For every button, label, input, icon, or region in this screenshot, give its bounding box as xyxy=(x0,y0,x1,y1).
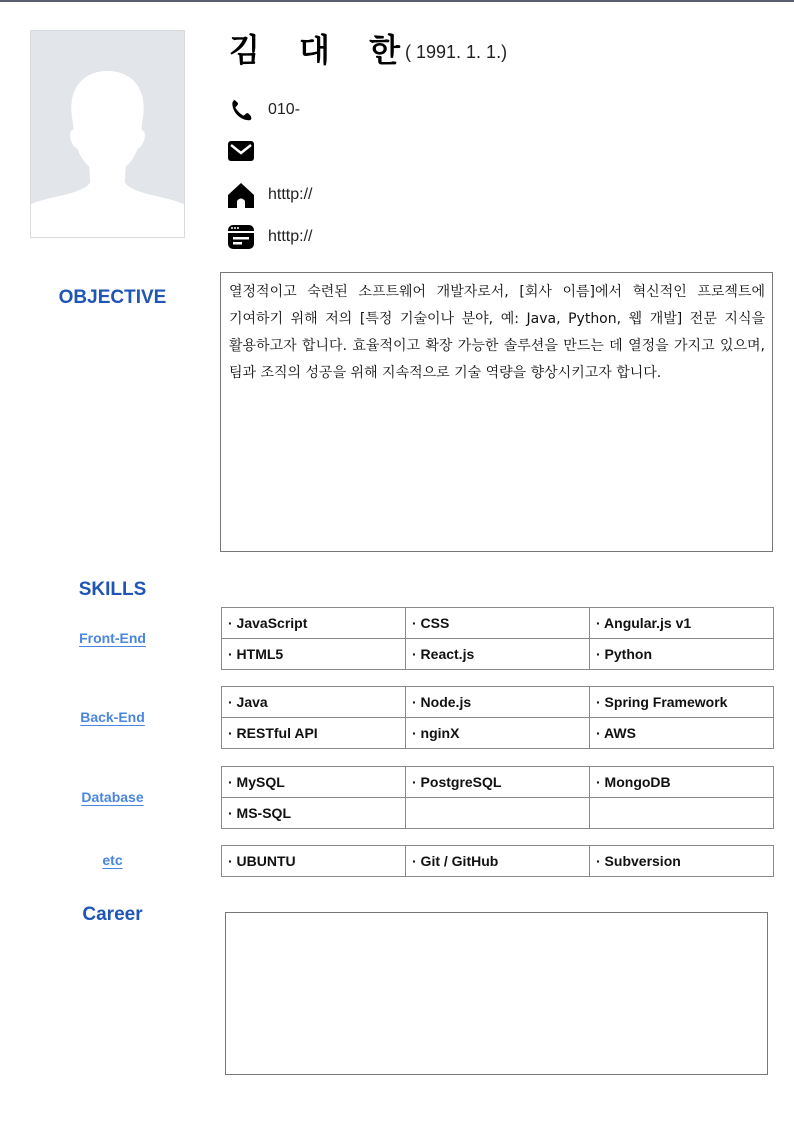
skill-table-back-end xyxy=(221,686,774,749)
person-silhouette-icon xyxy=(31,31,184,237)
phone-icon xyxy=(228,97,255,123)
table-row xyxy=(222,846,774,877)
skill-cell: · RESTful API xyxy=(222,718,406,749)
table-row xyxy=(222,608,774,639)
skill-cell: · nginX xyxy=(406,718,590,749)
contact-homepage xyxy=(228,182,312,208)
table-row xyxy=(222,718,774,749)
home-icon xyxy=(228,182,255,208)
objective-text[interactable]: 열정적이고 숙련된 소프트웨어 개발자로서, [회사 이름]에서 혁신적인 프로젝트에 기여하기 위해 저의 [특정 기술이나 분야, 예: Java, Python, 웹 개발] 전문 지식을 활용하고자 합니다. 효율적이고 확장 가능한 솔루션을 만드는 데 열정을 가지고 있으며, 팀과 조직의 성공을 위해 지속적으로 기술 역량을 향상시키고자 합니다. xyxy=(220,272,773,552)
contact-blog xyxy=(228,224,312,250)
skill-cell: · Angular.js v1 xyxy=(590,608,774,639)
skill-cell: · MongoDB xyxy=(590,767,774,798)
table-row xyxy=(222,767,774,798)
phone-value: 010- xyxy=(268,101,301,118)
skill-cell: · Java xyxy=(222,687,406,718)
blog-value[interactable]: htttp:// xyxy=(268,228,313,245)
skill-cell: · Git / GitHub xyxy=(406,846,590,877)
skill-cell: · HTML5 xyxy=(222,639,406,670)
skill-cell: · React.js xyxy=(406,639,590,670)
skill-cell: · Spring Framework xyxy=(590,687,774,718)
person-name: 김 대 한 xyxy=(229,31,415,69)
skill-cell: · UBUNTU xyxy=(222,846,406,877)
table-row xyxy=(222,687,774,718)
table-row xyxy=(222,639,774,670)
skill-cell: · PostgreSQL xyxy=(406,767,590,798)
skill-group-label-back-end: Back-End xyxy=(80,709,145,725)
skill-group-label-etc: etc xyxy=(102,852,123,868)
skill-cell: · MS-SQL xyxy=(222,798,406,829)
career-box[interactable] xyxy=(225,912,768,1075)
objective-title: OBJECTIVE xyxy=(58,287,167,308)
skill-table-front-end xyxy=(221,607,774,670)
skill-cell: · CSS xyxy=(406,608,590,639)
skill-cell: · AWS xyxy=(590,718,774,749)
skill-cell: · Python xyxy=(590,639,774,670)
skill-cell: · Subversion xyxy=(590,846,774,877)
skill-table-database xyxy=(221,766,774,829)
skill-cell xyxy=(590,798,774,829)
table-row xyxy=(222,798,774,829)
contact-phone xyxy=(228,97,300,123)
profile-photo xyxy=(30,30,185,238)
skill-cell xyxy=(406,798,590,829)
envelope-icon xyxy=(228,138,255,164)
homepage-value[interactable]: htttp:// xyxy=(268,186,313,203)
skills-title: SKILLS xyxy=(78,579,147,600)
contact-email xyxy=(228,138,268,164)
browser-window-icon xyxy=(228,224,255,250)
skill-table-etc xyxy=(221,845,774,877)
skill-group-label-database: Database xyxy=(81,789,144,805)
skill-cell: · JavaScript xyxy=(222,608,406,639)
skill-group-label-front-end: Front-End xyxy=(79,630,146,646)
skill-cell: · MySQL xyxy=(222,767,406,798)
birth-date: ( 1991. 1. 1.) xyxy=(405,42,508,62)
skill-cell: · Node.js xyxy=(406,687,590,718)
career-title: Career xyxy=(82,904,143,925)
